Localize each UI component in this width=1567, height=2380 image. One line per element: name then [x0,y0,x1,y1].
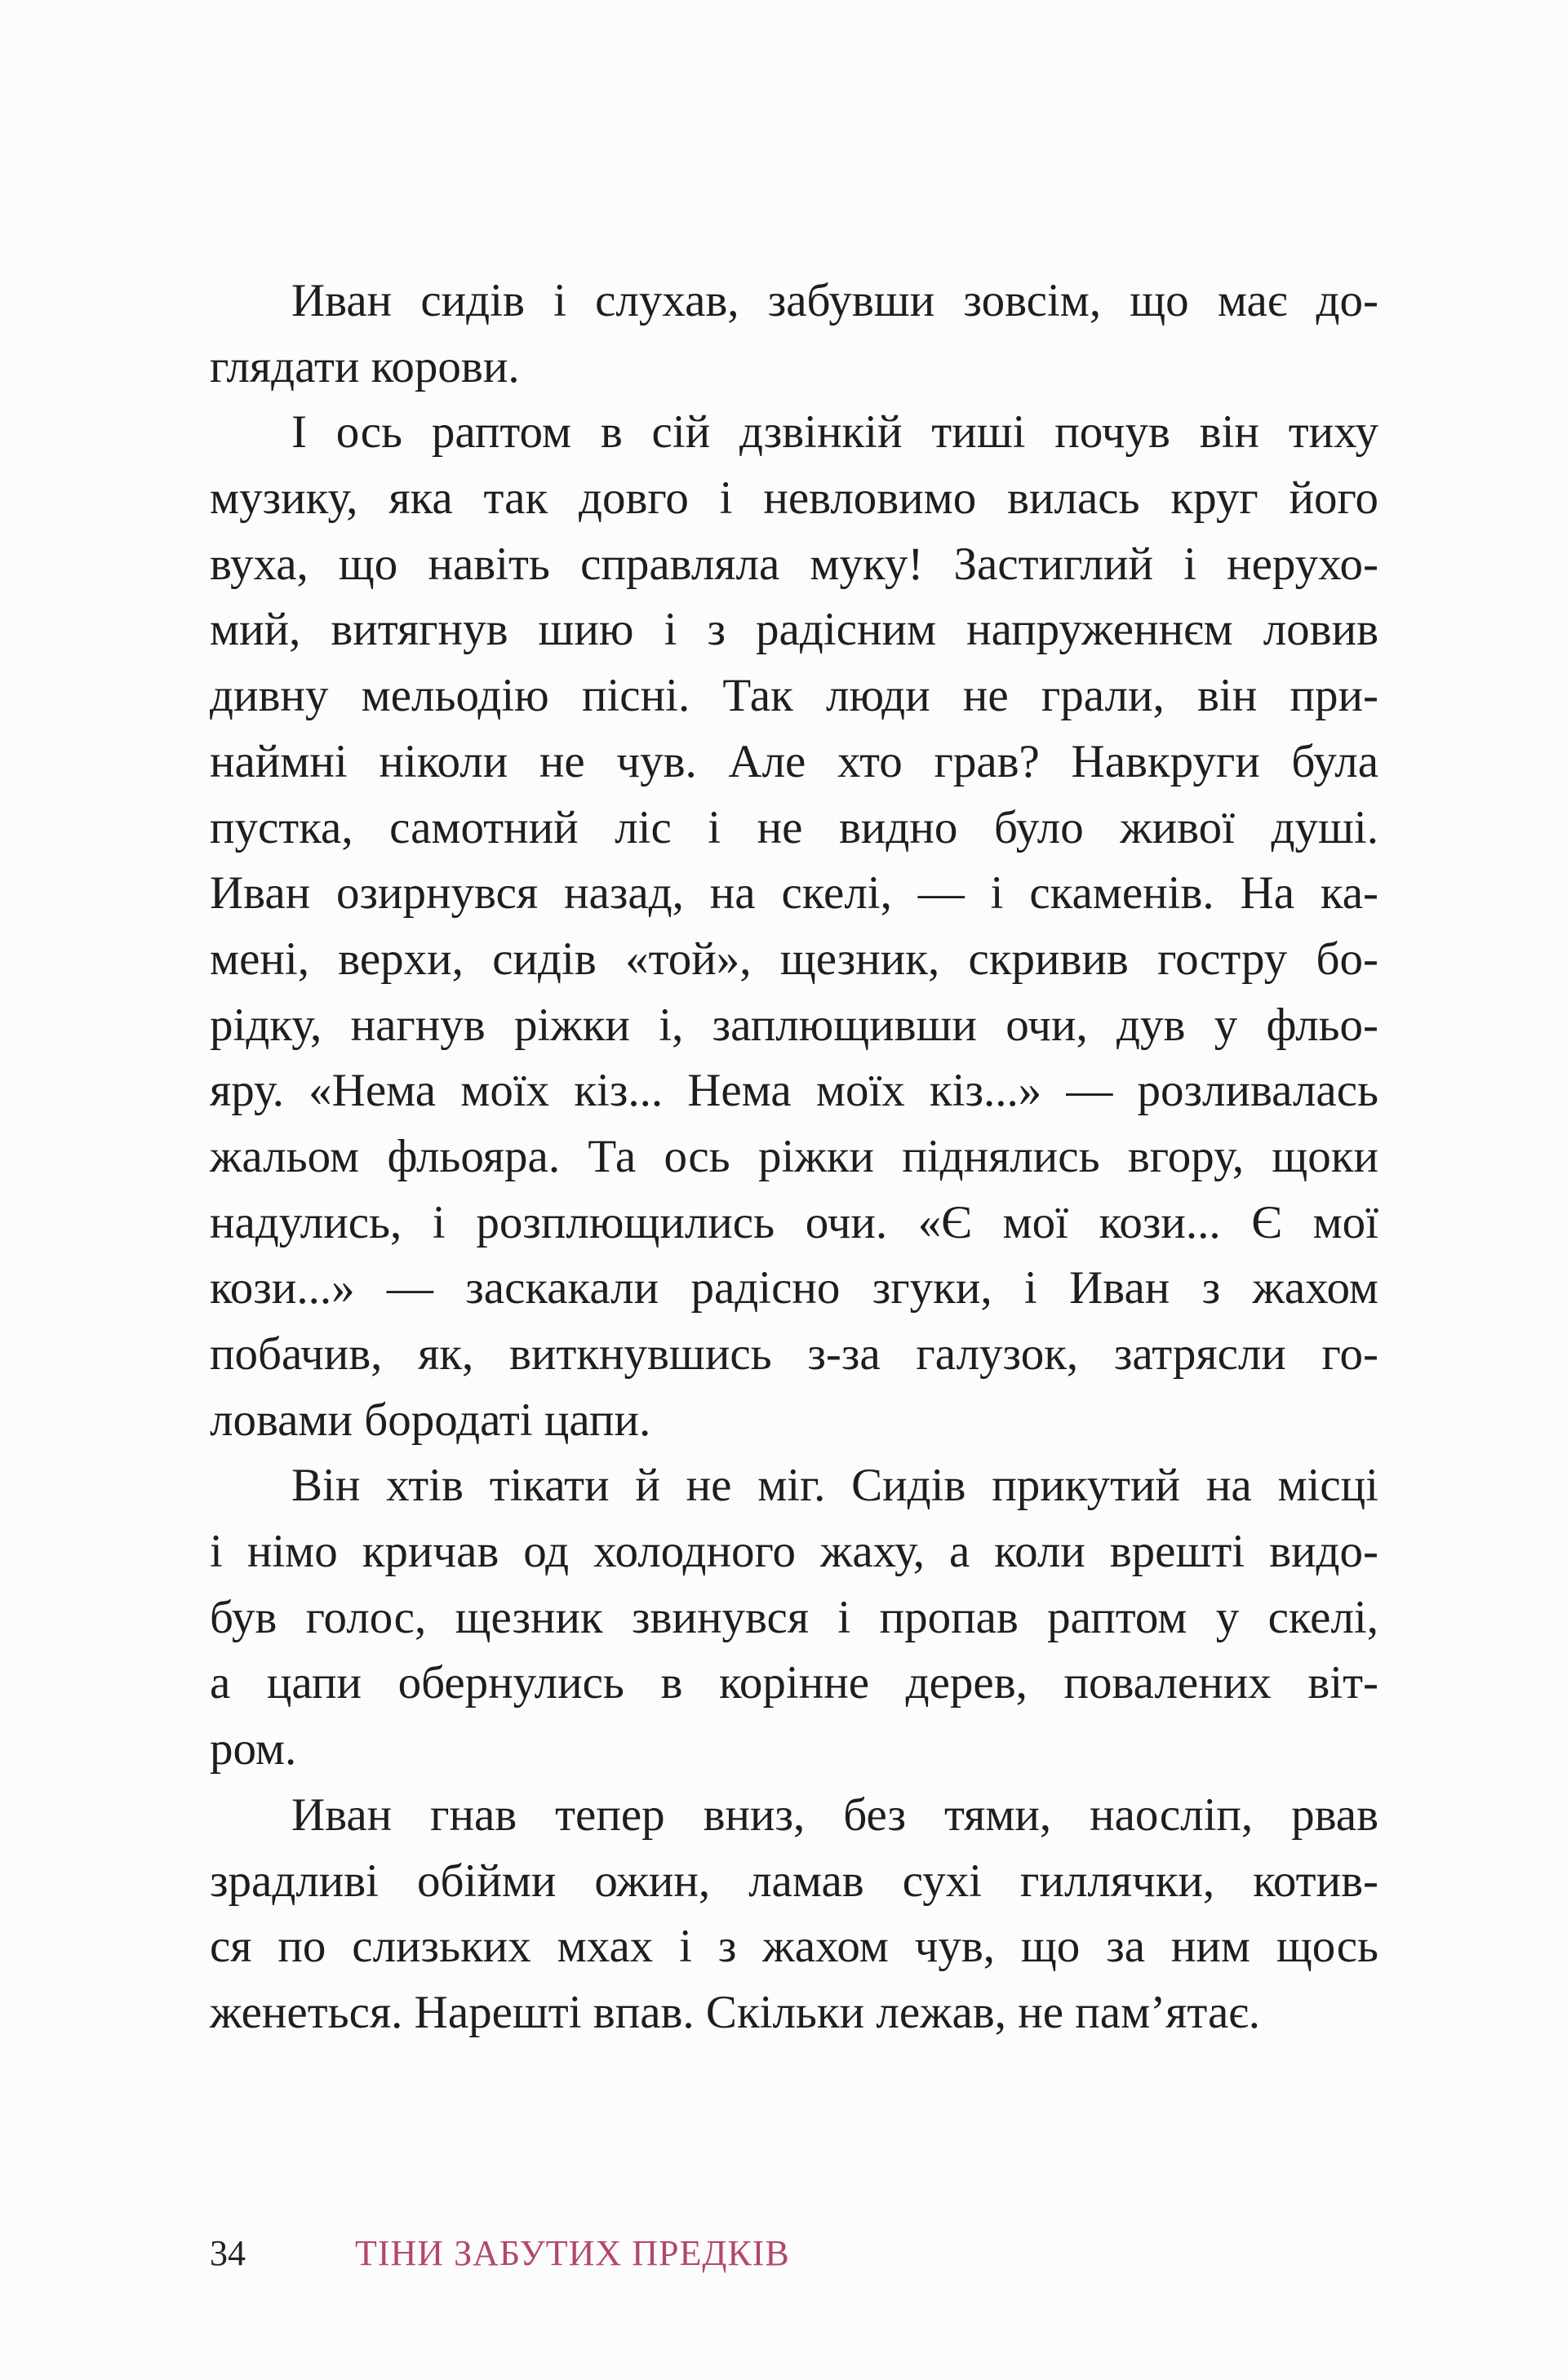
text-line: зрадливі обійми ожин, ламав сухі гиллячки, котив- [210,1855,1378,1907]
paragraph [210,400,1378,1453]
text-line: ся по слизьких мхах і з жахом чув, що за ним щось [210,1921,1378,1973]
text-line: глядати корови. [210,340,520,392]
text-line: був голос, щезник звинувся і пропав раптом у скелі, [210,1591,1378,1643]
text-line: женеться. Нарешті впав. Скільки лежав, не пам’ятає. [210,1986,1260,2038]
text-line: ром. [210,1723,297,1775]
text-line: побачив, як, виткнувшись з-за галузок, затрясли го- [210,1328,1378,1380]
body-text [210,268,1378,2046]
text-line: кози...» — заскакали радісно згуки, і Иван з жахом [210,1262,1378,1314]
text-line: мені, верхи, сидів «той», щезник, скривив гостру бо- [210,933,1378,985]
page-footer [210,2227,790,2280]
paragraph [210,1783,1378,2046]
text-line: яру. «Нема моїх кіз... Нема моїх кіз...» — розливалась [210,1065,1378,1117]
text-line: вуха, що навіть справляла муку! Застиглий і нерухо- [210,538,1378,590]
text-line: жальом фльояра. Та ось ріжки піднялись вгору, щоки [210,1130,1378,1182]
text-line: Иван гнав тепер вниз, без тями, наосліп, рвав [291,1788,1378,1841]
text-line: Иван озирнувся назад, на скелі, — і скаменів. На ка- [210,867,1378,920]
paragraph [210,1453,1378,1782]
text-line: мий, витягнув шию і з радісним напруженнєм ловив [210,604,1378,656]
page-number: 34 [210,2233,246,2273]
text-line: ловами бородаті цапи. [210,1394,651,1446]
text-line: надулись, і розплющились очи. «Є мої кози... Є мої [210,1196,1378,1248]
text-line: музику, яка так довго і невловимо вилась круг його [210,472,1378,525]
text-line: наймні ніколи не чув. Але хто грав? Навкруги була [210,735,1378,787]
text-line: Він хтів тікати й не міг. Сидів прикутий на місці [291,1460,1378,1512]
text-line: Иван сидів і слухав, забувши зовсім, що має до- [291,275,1378,326]
running-title: ТІНИ ЗАБУТИХ ПРЕДКІВ [355,2233,790,2273]
text-line: пустка, самотний ліс і не видно було живої душі. [210,801,1378,853]
text-line: І ось раптом в сій дзвінкій тиші почув він тиху [291,406,1378,459]
text-line: і німо кричав од холодного жаху, а коли врешті видо- [210,1526,1378,1578]
paragraph [210,268,1378,400]
text-line: дивну мельодію пісні. Так люди не грали, він при- [210,670,1378,722]
text-line: рідку, нагнув ріжки і, заплющивши очи, дув у фльо- [210,999,1378,1051]
text-line: а цапи обернулись в корінне дерев, повалених віт- [210,1657,1378,1709]
